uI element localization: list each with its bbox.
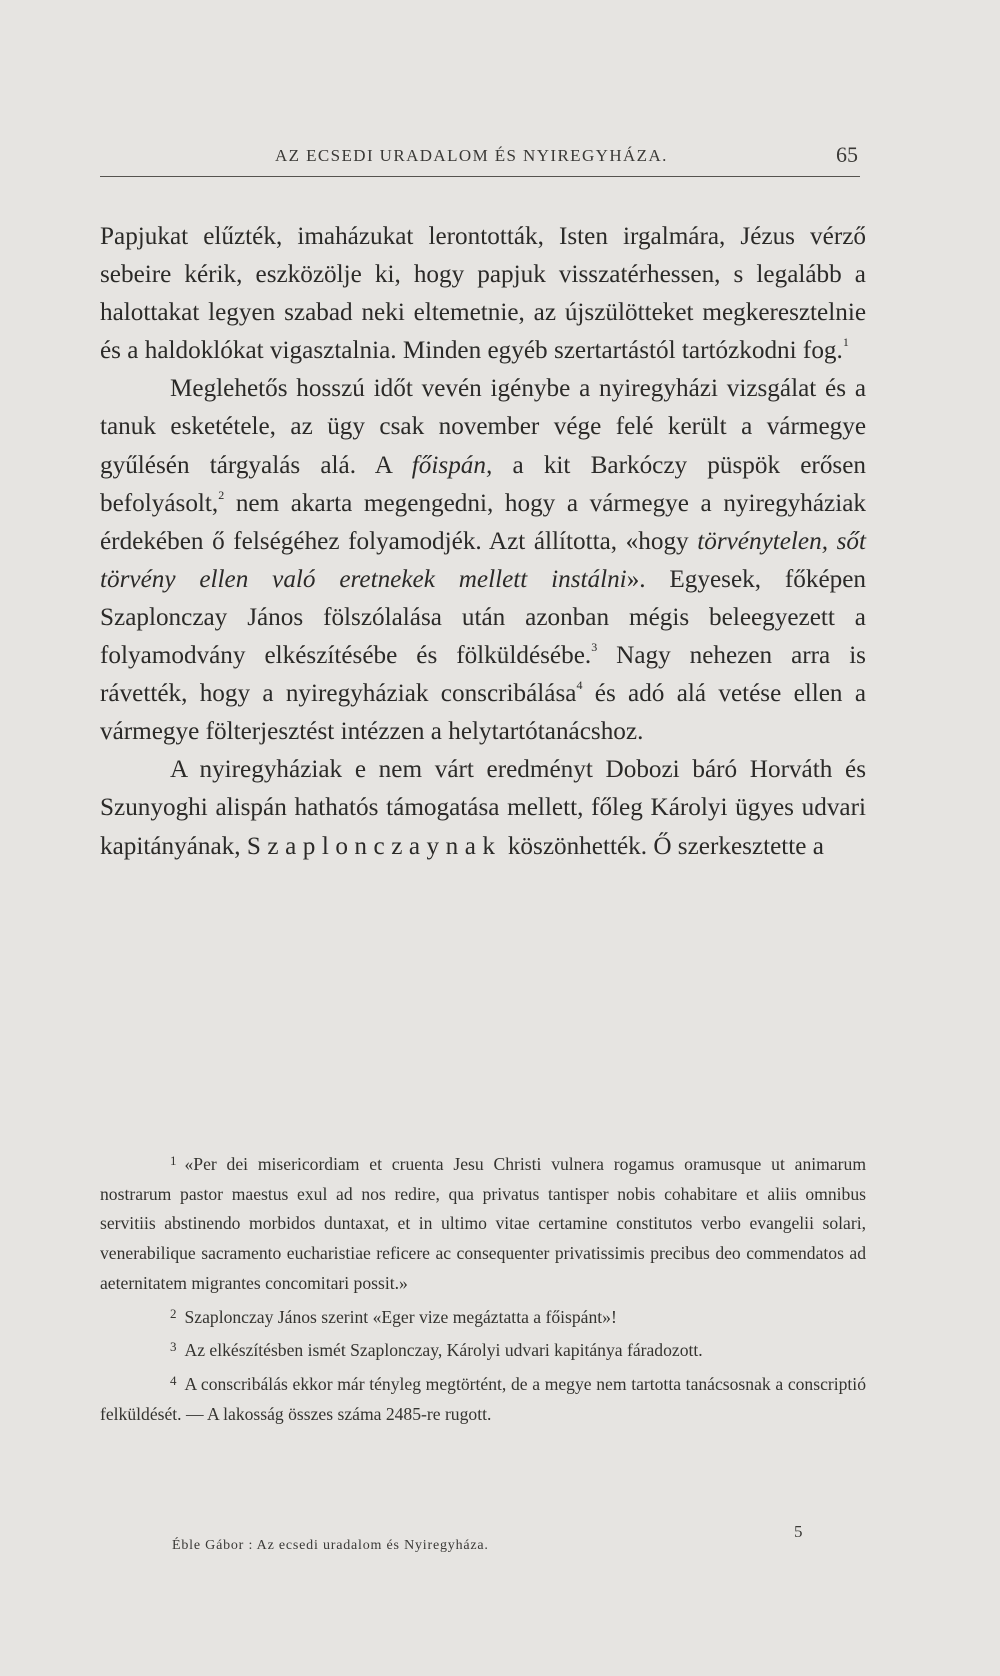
- footnote-ref-2[interactable]: 2: [218, 487, 225, 502]
- footnote-3: [100, 1332, 866, 1366]
- signature-number: 5: [794, 1522, 803, 1541]
- printer-signature: Éble Gábor : Az ecsedi uradalom és Nyiregyháza.: [172, 1538, 489, 1553]
- paragraph-2-text-b: a kit Barkóczy püspök erősen befolyásolt,: [100, 451, 866, 517]
- paragraph-2-text-d: ». Egyesek, főképen Szaplonczay János fölszólalása után azonban mégis beleegyezett a folyamodvány elkészítésébe és fölküldésébe.: [100, 565, 866, 670]
- paragraph-2-text-c: nem akarta megengedni, hogy a vármegye a nyiregyháziak érdekében ő felségéhez folyamodjék. Azt állította, «hogy: [100, 489, 866, 555]
- paragraph-2-text-f: és adó alá vetése ellen a vármegye fölterjesztést intézzen a helytartótanácshoz.: [100, 680, 866, 746]
- running-title: AZ ECSEDI URADALOM ÉS NYIREGYHÁZA.: [275, 146, 668, 165]
- paragraph-1: [100, 218, 866, 370]
- footnote-text-1: «Per dei misericordiam et cruenta Jesu Christi vulnera rogamus oramusque ut animarum nostrarum pastor maestus exul ad nos redire, qua privatus tantisper nobis cohabitare et aliis omnibus servitiis abstinendo morbidos duntaxat, et in ultimo vitae certamine constitutos verbo evangelii solari, venerabilique sacramento eucharistiae reficere ac consequenter privatissimis precibus deo commendatos ad aeternitatem migrantes concomitari possit.»: [100, 1154, 866, 1293]
- paragraph-2-text-a: Meglehetős hosszú időt vevén igénybe a nyiregyházi vizsgálat és a tanuk esketétele, az ügy csak november vége felé került a vármegye gyűlésén tárgyalás alá. A: [100, 375, 866, 479]
- paragraph-3-text-b: köszönhették. Ő szerkesztette a: [501, 832, 824, 860]
- italic-quote: törvénytelen, sőt törvény ellen való eretnekek mellett instálni: [100, 527, 866, 593]
- page-footer: [100, 1522, 866, 1562]
- page-number: 65: [836, 142, 858, 167]
- footnotes: [100, 1146, 866, 1429]
- footnote-ref-4[interactable]: 4: [576, 678, 583, 693]
- footnote-mark-1: 1: [170, 1153, 177, 1168]
- footnote-text-2: Szaplonczay János szerint «Eger vize megáztatta a főispánt»!: [184, 1306, 617, 1327]
- footnote-mark-4: 4: [170, 1372, 177, 1388]
- footnote-4: [100, 1366, 866, 1429]
- footnote-text-4: A conscribálás ekkor már tényleg megtörtént, de a megye nem tartotta tanácsosnak a conscriptió felküldését. — A lakosság összes száma 2485-re rugott.: [100, 1373, 866, 1424]
- footnote-mark-2: 2: [170, 1305, 177, 1321]
- running-header: [100, 142, 860, 178]
- paragraph-3: [100, 751, 866, 865]
- paragraph-2-text-e: Nagy nehezen arra is rávették, hogy a nyiregyháziak conscribálása: [100, 642, 866, 708]
- footnote-ref-3[interactable]: 3: [591, 640, 598, 655]
- italic-fospan: főispán,: [411, 451, 493, 479]
- paragraph-2: [100, 370, 866, 751]
- main-text: [100, 218, 866, 866]
- spaced-name: Szaplonczaynak: [246, 832, 502, 860]
- footnote-mark-3: 3: [170, 1339, 177, 1355]
- paragraph-1-text: Papjukat elűzték, imaházukat lerontották, Isten irgalmára, Jézus vérző sebeire kérik, eszközölje ki, hogy papjuk visszatérhessen, s legalább a halottakat legyen szabad neki eltemetnie, az újszülötteket megkeresztelnie és a haldoklókat vigasztalnia. Minden egyéb szertartástól tartózkodni fog.: [100, 223, 866, 365]
- footnote-2: [100, 1299, 866, 1333]
- footnote-1: [100, 1146, 866, 1299]
- paragraph-3-text-a: A nyiregyháziak e nem várt eredményt Dobozi báró Horváth és Szunyoghi alispán hathatós támogatása mellett, főleg Károlyi ügyes udvari kapitányának,: [100, 756, 866, 860]
- footnote-ref-1[interactable]: 1: [842, 335, 849, 350]
- header-rule: [100, 176, 860, 177]
- footnote-text-3: Az elkészítésben ismét Szaplonczay, Károlyi udvari kapitánya fáradozott.: [184, 1340, 703, 1361]
